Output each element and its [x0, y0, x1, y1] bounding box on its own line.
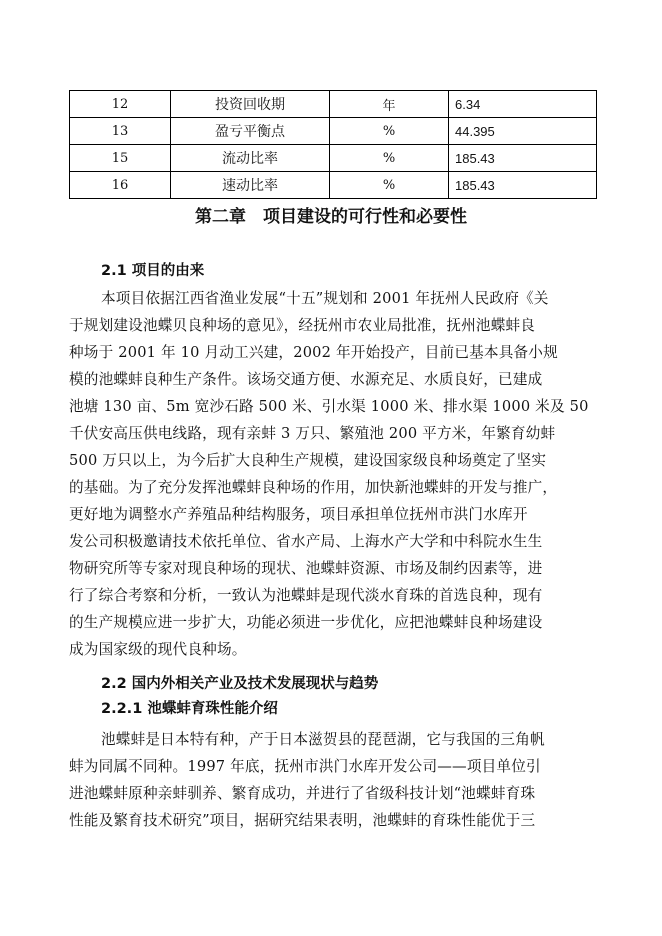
paragraph-line: 池塘 130 亩、5m 宽沙石路 500 米、引水渠 1000 米、排水渠 1000 米及 50 — [69, 398, 589, 415]
section-heading-2-1: 2.1 项目的由来 — [101, 263, 205, 279]
financial-indicators-table — [69, 90, 597, 199]
row-number: 13 — [70, 118, 171, 145]
paragraph-line: 物研究所等专家对现良种场的现状、池蝶蚌资源、市场及制约因素等，进 — [69, 560, 543, 577]
section-heading-2-2: 2.2 国内外相关产业及技术发展现状与趋势 — [101, 676, 379, 692]
paragraph-line: 进池蝶蚌原种亲蚌驯养、繁育成功，并进行了省级科技计划“池蝶蚌育珠 — [69, 785, 536, 802]
paragraph-line: 性能及繁育技术研究”项目，据研究结果表明，池蝶蚌的育珠性能优于三 — [69, 812, 536, 829]
indicator-name: 投资回收期 — [171, 91, 330, 118]
row-number: 12 — [70, 91, 171, 118]
indicator-name: 速动比率 — [171, 172, 330, 199]
paragraph-line: 的生产规模应进一步扩大，功能必须进一步优化，应把池蝶蚌良种场建设 — [69, 614, 543, 631]
indicator-value: 44.395 — [449, 118, 597, 145]
indicator-value: 185.43 — [449, 145, 597, 172]
section-heading-2-2-1: 2.2.1 池蝶蚌育珠性能介绍 — [101, 701, 278, 717]
paragraph-line: 成为国家级的现代良种场。 — [69, 641, 247, 658]
table-row — [70, 118, 597, 145]
indicator-unit: 年 — [330, 91, 449, 118]
paragraph-line: 种场于 2001 年 10 月动工兴建，2002 年开始投产，目前已基本具备小规 — [69, 344, 558, 361]
paragraph-line: 于规划建设池蝶贝良种场的意见》，经抚州市农业局批准，抚州池蝶蚌良 — [69, 317, 536, 334]
paragraph-line: 蚌为同属不同种。1997 年底，抚州市洪门水库开发公司——项目单位引 — [69, 758, 541, 775]
chapter-title: 第二章 项目建设的可行性和必要性 — [195, 207, 467, 227]
indicator-name: 流动比率 — [171, 145, 330, 172]
paragraph-line: 500 万只以上，为今后扩大良种生产规模，建设国家级良种场奠定了坚实 — [69, 452, 547, 469]
table-row — [70, 172, 597, 199]
table-row — [70, 145, 597, 172]
row-number: 15 — [70, 145, 171, 172]
paragraph-line: 千伏安高压供电线路，现有亲蚌 3 万只、繁殖池 200 平方米，年繁育幼蚌 — [69, 425, 556, 442]
paragraph-line: 的基础。为了充分发挥池蝶蚌良种场的作用，加快新池蝶蚌的开发与推广， — [69, 479, 558, 496]
table-row — [70, 91, 597, 118]
row-number: 16 — [70, 172, 171, 199]
indicator-unit: % — [330, 145, 449, 172]
paragraph-line: 发公司积极邀请技术依托单位、省水产局、上海水产大学和中科院水生生 — [69, 533, 543, 550]
paragraph-line: 池蝶蚌是日本特有种，产于日本滋贺县的琵琶湖，它与我国的三角帆 — [101, 731, 545, 748]
indicator-unit: % — [330, 118, 449, 145]
paragraph-line: 模的池蝶蚌良种生产条件。该场交通方便、水源充足、水质良好，已建成 — [69, 371, 543, 388]
indicator-name: 盈亏平衡点 — [171, 118, 330, 145]
paragraph-line: 更好地为调整水产养殖品种结构服务，项目承担单位抚州市洪门水库开 — [69, 506, 528, 523]
indicator-value: 185.43 — [449, 172, 597, 199]
indicator-value: 6.34 — [449, 91, 597, 118]
indicator-unit: % — [330, 172, 449, 199]
paragraph-line: 行了综合考察和分析，一致认为池蝶蚌是现代淡水育珠的首选良种，现有 — [69, 587, 543, 604]
paragraph-line: 本项目依据江西省渔业发展“十五”规划和 2001 年抚州人民政府《关 — [101, 290, 549, 307]
